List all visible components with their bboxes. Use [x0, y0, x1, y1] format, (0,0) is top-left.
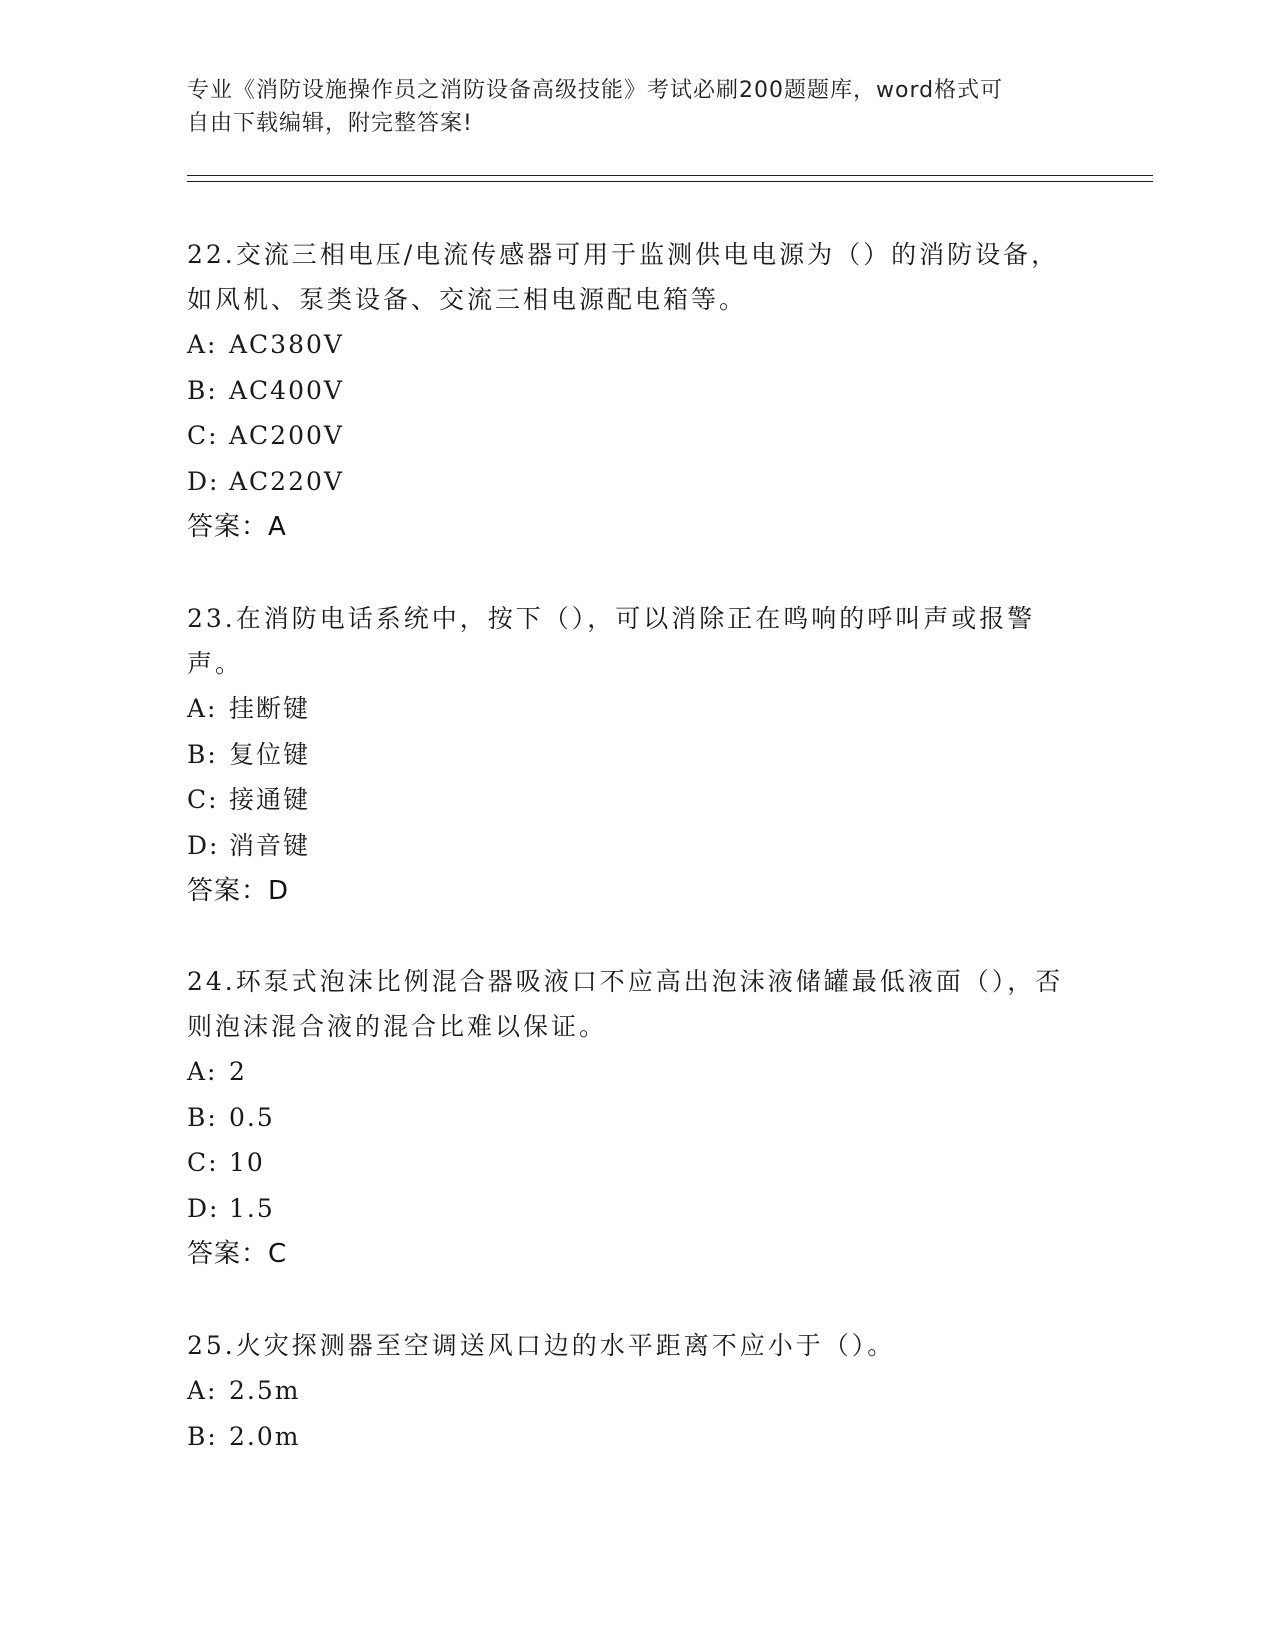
- question-text: 22.交流三相电压/电流传感器可用于监测供电电源为（）的消防设备，如风机、泵类设备、交流三相电源配电箱等。: [187, 240, 1060, 314]
- option-text: 2.0m: [229, 1421, 301, 1451]
- option-letter: D:: [187, 466, 220, 496]
- option-b: [187, 1414, 1087, 1460]
- option-text: AC400V: [229, 375, 344, 405]
- option-text: 2: [229, 1057, 247, 1086]
- question-text: 25.火灾探测器至空调送风口边的水平距离不应小于（）。: [187, 1331, 896, 1360]
- option-letter: A:: [187, 694, 218, 723]
- option-a: [187, 1368, 1087, 1414]
- option-letter: C:: [187, 421, 219, 450]
- header-line-2: 自由下载编辑，附完整答案!: [187, 111, 473, 136]
- option-text: 挂断键: [229, 694, 311, 723]
- option-c: [187, 413, 1087, 459]
- option-text: 复位键: [229, 739, 311, 769]
- option-text: 10: [229, 1148, 265, 1177]
- option-c: [187, 1140, 1087, 1186]
- option-a: [187, 322, 1087, 368]
- question-25: [187, 1323, 1087, 1459]
- answer-line: 答案：C: [187, 1239, 288, 1269]
- option-letter: D:: [187, 1193, 220, 1223]
- question-23: [187, 596, 1087, 914]
- option-a: [187, 1049, 1087, 1095]
- answer-line: 答案：A: [187, 512, 287, 542]
- option-letter: D:: [187, 830, 220, 860]
- header-line-1: 专业《消防设施操作员之消防设备高级技能》考试必刷200题题库，word格式可: [187, 78, 1004, 103]
- option-text: 消音键: [229, 830, 311, 860]
- option-d: [187, 459, 1087, 505]
- question-text: 23.在消防电话系统中，按下（），可以消除正在鸣响的呼叫声或报警声。: [187, 604, 1036, 678]
- header-divider-top: [187, 175, 1153, 176]
- option-letter: C:: [187, 785, 219, 814]
- option-letter: A:: [187, 330, 218, 359]
- header-divider-bottom: [187, 181, 1153, 182]
- option-d: [187, 823, 1087, 869]
- option-b: [187, 732, 1087, 778]
- option-text: AC200V: [229, 421, 344, 450]
- answer-line: 答案：D: [187, 876, 290, 906]
- option-text: AC380V: [229, 330, 344, 359]
- option-c: [187, 777, 1087, 823]
- question-text: 24.环泵式泡沫比例混合器吸液口不应高出泡沫液储罐最低液面（），否则泡沫混合液的混合比难以保证。: [187, 967, 1064, 1041]
- question-22: [187, 232, 1087, 550]
- option-d: [187, 1186, 1087, 1232]
- option-a: [187, 686, 1087, 732]
- option-letter: B:: [187, 375, 218, 405]
- option-letter: A:: [187, 1376, 218, 1405]
- option-letter: B:: [187, 1102, 218, 1132]
- option-text: 2.5m: [229, 1376, 301, 1405]
- option-letter: B:: [187, 739, 218, 769]
- option-text: AC220V: [229, 466, 344, 496]
- option-b: [187, 368, 1087, 414]
- question-24: [187, 959, 1087, 1277]
- option-letter: B:: [187, 1421, 218, 1451]
- option-b: [187, 1095, 1087, 1141]
- option-letter: C:: [187, 1148, 219, 1177]
- document-header: [187, 74, 1067, 140]
- option-letter: A:: [187, 1057, 218, 1086]
- option-text: 1.5: [229, 1193, 275, 1223]
- option-text: 0.5: [229, 1102, 275, 1132]
- option-text: 接通键: [229, 785, 311, 814]
